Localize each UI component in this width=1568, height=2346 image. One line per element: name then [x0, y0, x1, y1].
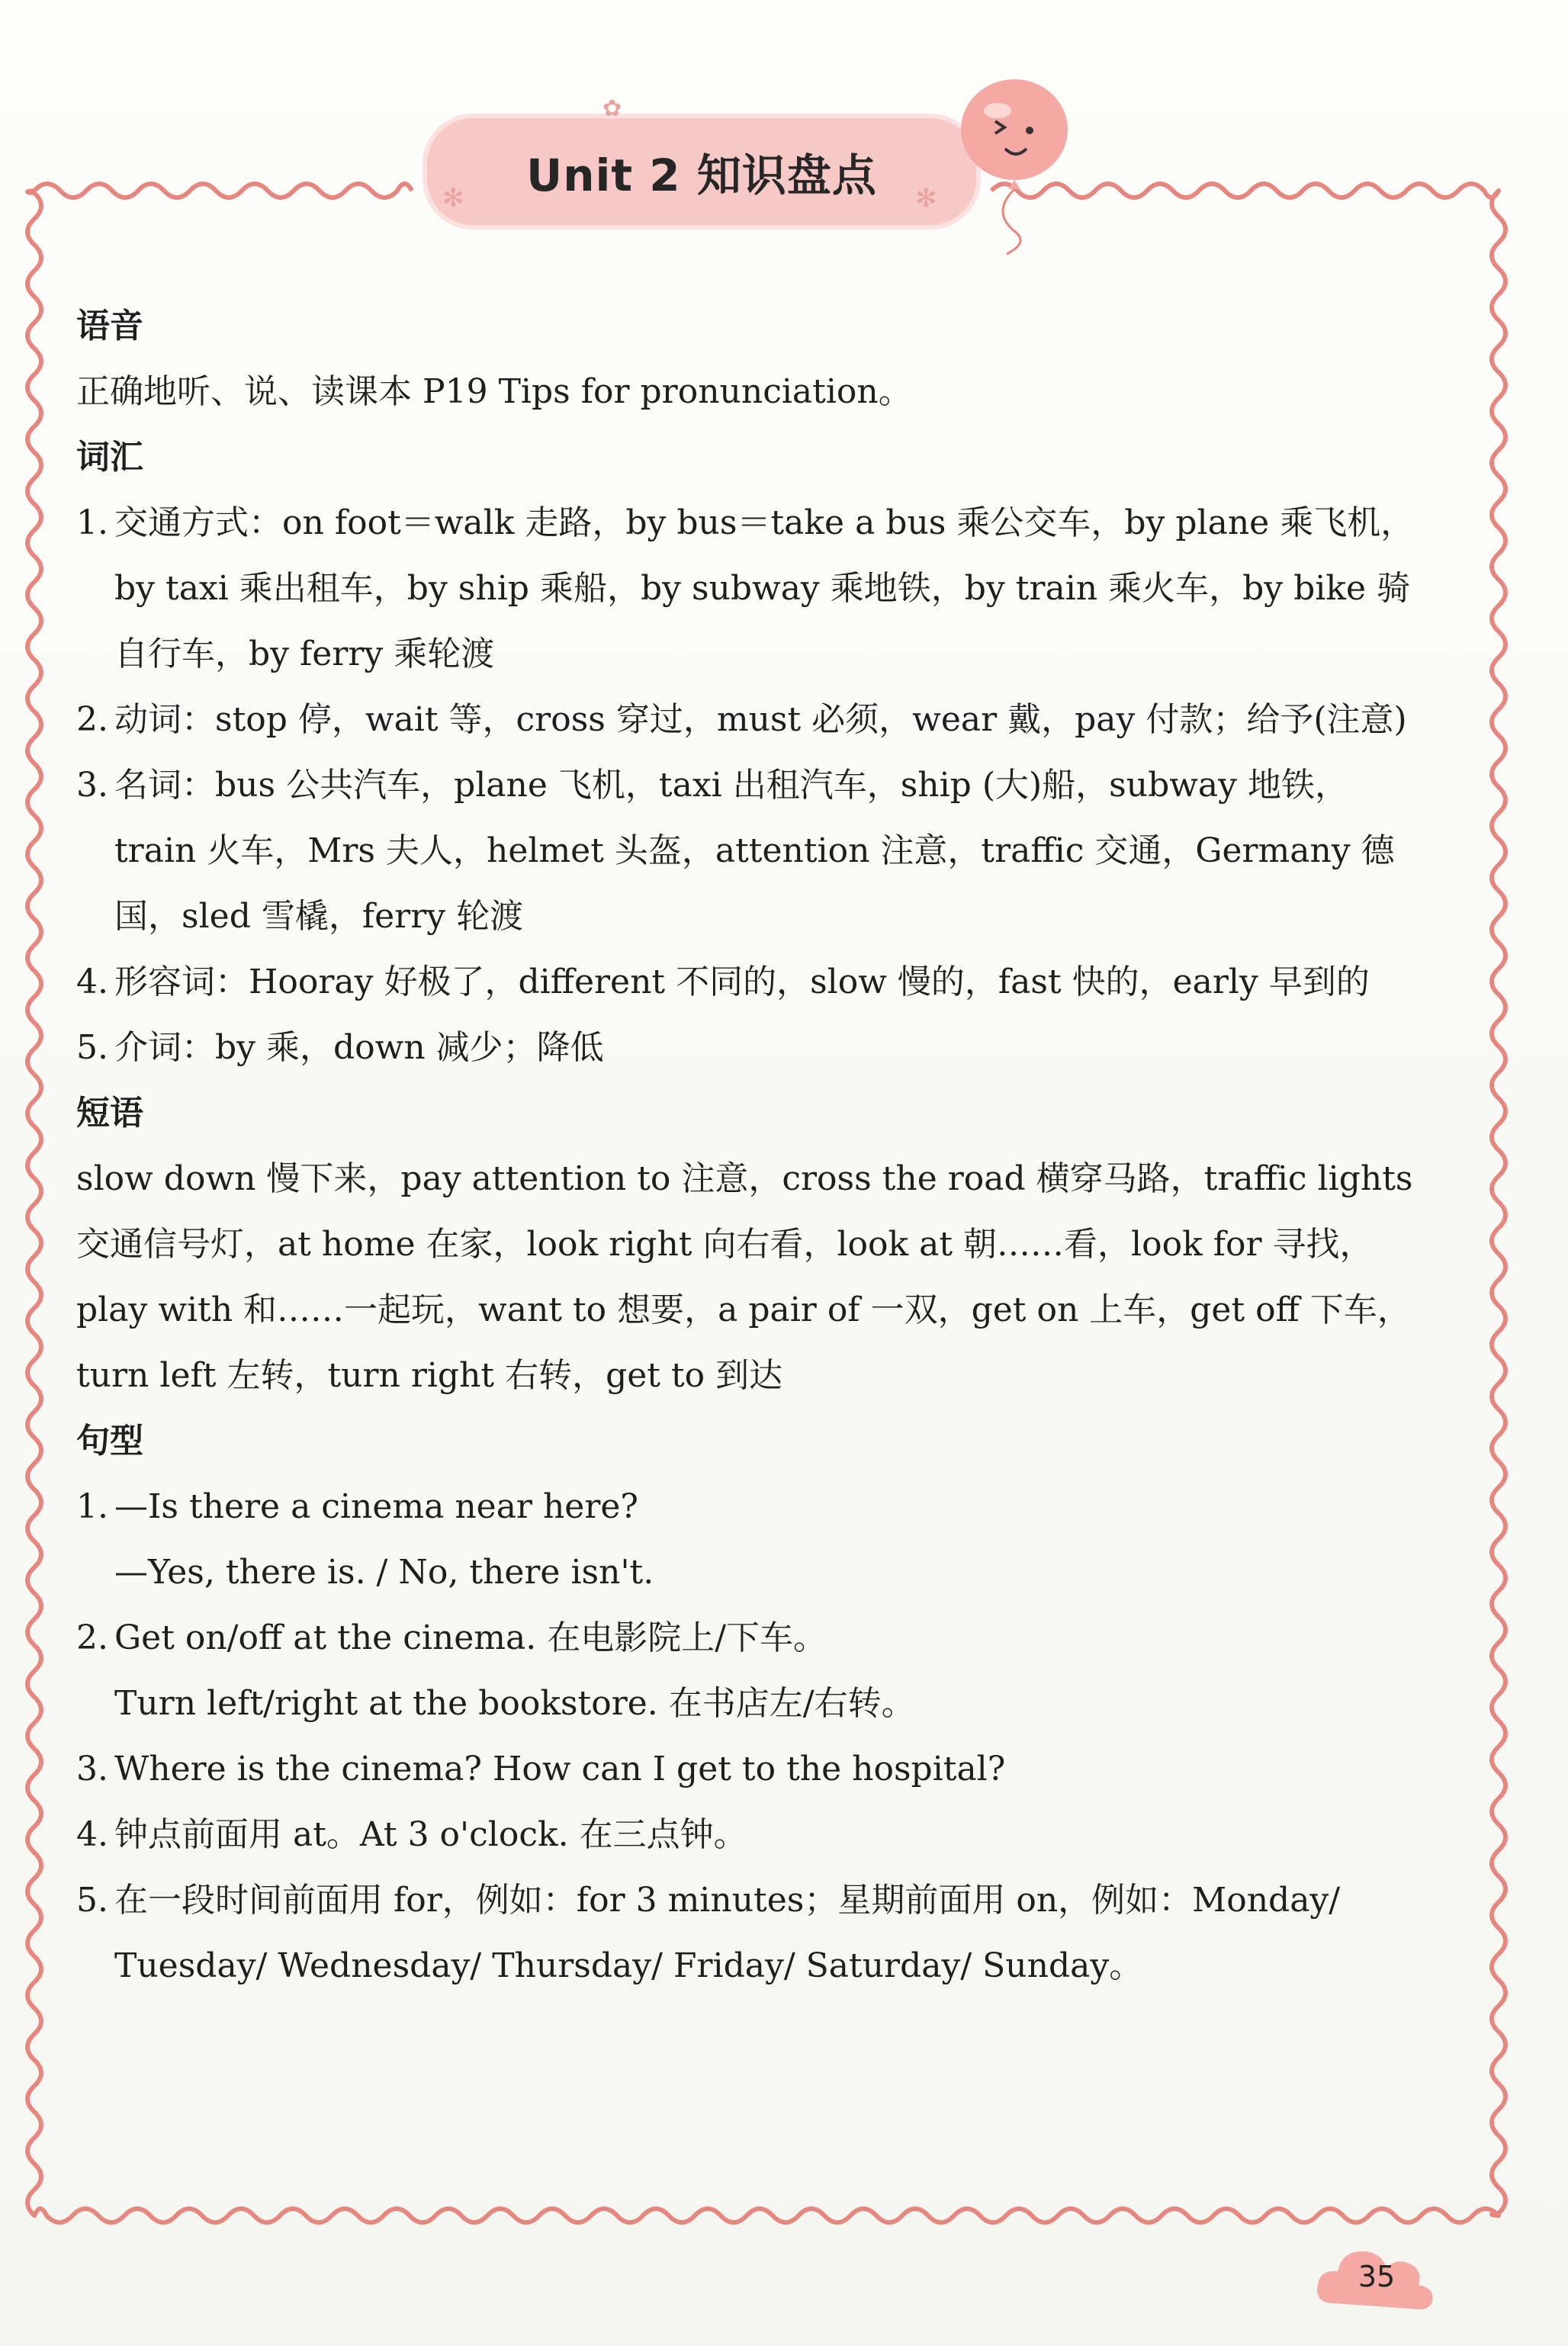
section-heading-pronunciation: 语音 [76, 307, 143, 345]
item-line: 钟点前面用 at。At 3 o'clock. 在三点钟。 [114, 1815, 747, 1854]
vocab-item [76, 950, 1449, 1015]
item-number: 1. [76, 1487, 108, 1526]
item-line: —Is there a cinema near here? [114, 1487, 638, 1526]
sentence-item [76, 1474, 1449, 1605]
item-number: 5. [76, 1028, 108, 1067]
sentence-item [76, 1868, 1449, 1999]
item-line: train 火车，Mrs 夫人，helmet 头盔，attention 注意，traffic 交通，Germany 德 [114, 831, 1395, 870]
item-line: by taxi 乘出租车，by ship 乘船，by subway 乘地铁，by train 乘火车，by bike 骑 [114, 569, 1411, 608]
phrases-line: turn left 左转，turn right 右转，get to 到达 [76, 1356, 783, 1395]
item-line: 国，sled 雪橇，ferry 轮渡 [114, 897, 524, 936]
sentence-item [76, 1737, 1449, 1802]
item-line: 介词：by 乘，down 减少；降低 [114, 1028, 604, 1067]
vocab-item [76, 753, 1449, 950]
item-line: Where is the cinema? How can I get to the hospital? [114, 1750, 1006, 1788]
flower-icon: ✿ [602, 95, 622, 122]
page-title: Unit 2 知识盘点 [526, 149, 877, 201]
section-heading-vocabulary: 词汇 [76, 438, 143, 477]
item-line: —Yes, there is. / No, there isn't. [114, 1553, 654, 1592]
item-number: 2. [76, 1618, 108, 1657]
item-line: 名词：bus 公共汽车，plane 飞机，taxi 出租汽车，ship (大)船，subway 地铁， [114, 766, 1348, 805]
item-number: 5. [76, 1881, 108, 1920]
vocab-item [76, 1015, 1449, 1081]
item-number: 3. [76, 766, 108, 805]
item-number: 3. [76, 1750, 108, 1788]
section-heading-phrases: 短语 [76, 1094, 143, 1133]
content-area [76, 294, 1449, 1999]
item-line: 形容词：Hooray 好极了，different 不同的，slow 慢的，fast 快的，early 早到的 [114, 963, 1370, 1001]
item-line: 动词：stop 停，wait 等，cross 穿过，must 必须，wear 戴，pay 付款；给予(注意) [114, 700, 1407, 739]
sentence-item [76, 1802, 1449, 1868]
item-line: Turn left/right at the bookstore. 在书店左/右转。 [114, 1684, 915, 1723]
page-number: 35 [1358, 2260, 1396, 2293]
item-number: 2. [76, 700, 108, 739]
sentence-item [76, 1605, 1449, 1737]
item-number: 1. [76, 503, 108, 542]
page-number-badge [1312, 2242, 1441, 2311]
item-line: 自行车，by ferry 乘轮渡 [114, 635, 495, 673]
item-line: Tuesday/ Wednesday/ Thursday/ Friday/ Saturday/ Sunday。 [114, 1946, 1143, 1985]
section-heading-sentences: 句型 [76, 1422, 143, 1461]
pronunciation-text: 正确地听、说、读课本 P19 Tips for pronunciation。 [76, 372, 912, 411]
phrases-line: 交通信号灯，at home 在家，look right 向右看，look at 朝……看，look for 寻找， [76, 1225, 1374, 1264]
item-line: 交通方式：on foot＝walk 走路，by bus＝take a bus 乘公交车，by plane 乘飞机， [114, 503, 1415, 542]
vocab-item [76, 687, 1449, 753]
balloon-icon [953, 72, 1083, 255]
item-number: 4. [76, 963, 108, 1001]
snowflake-icon: ✻ [915, 183, 937, 214]
item-line: Get on/off at the cinema. 在电影院上/下车。 [114, 1618, 827, 1657]
phrases-line: play with 和……一起玩，want to 想要，a pair of 一双，get on 上车，get off 下车， [76, 1290, 1411, 1329]
item-line: 在一段时间前面用 for，例如：for 3 minutes；星期前面用 on，例如：Monday/ [114, 1881, 1341, 1920]
snowflake-icon: ✻ [442, 183, 464, 214]
item-number: 4. [76, 1815, 108, 1854]
phrases-line: slow down 慢下来，pay attention to 注意，cross the road 横穿马路，traffic lights [76, 1159, 1413, 1198]
vocab-item [76, 490, 1449, 687]
